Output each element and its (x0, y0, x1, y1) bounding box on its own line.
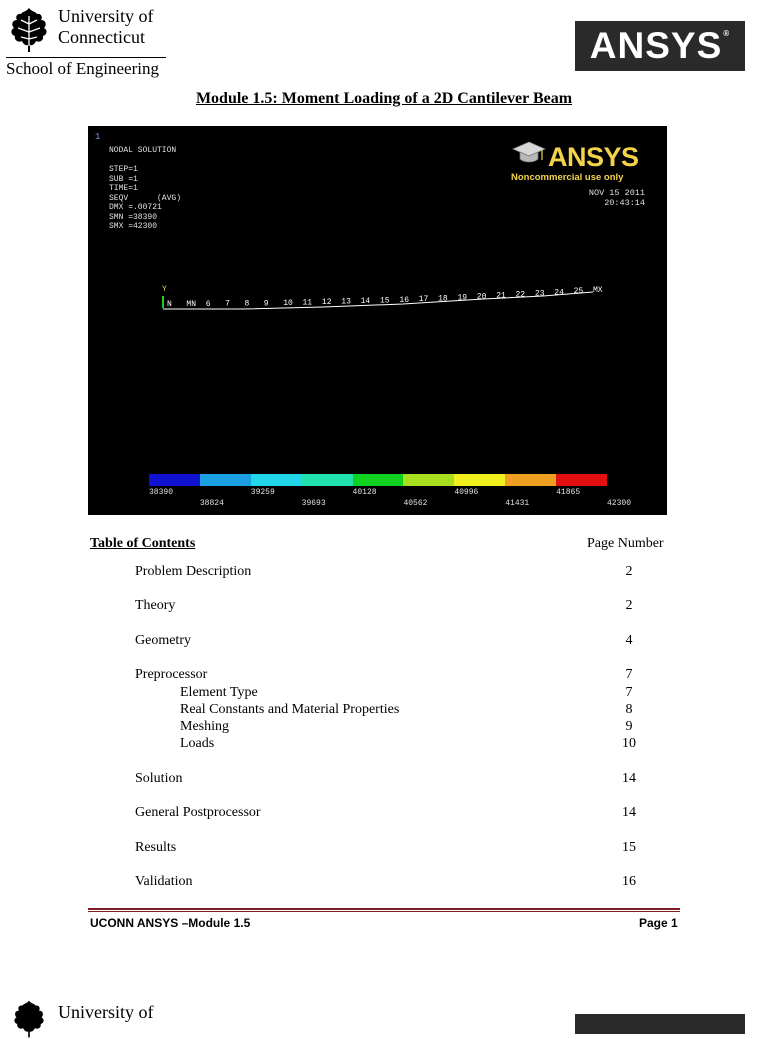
university-name: University of Connecticut (58, 6, 154, 47)
result-line: TIME=1 (109, 184, 138, 193)
footer-rule-thin (88, 911, 680, 912)
node-label: 13 (341, 297, 351, 307)
footer-page: Page 1 (639, 916, 678, 930)
uconn-logo (6, 6, 171, 78)
deformed-beam-plot (93, 282, 662, 322)
result-line: SUB =1 (109, 174, 138, 184)
color-legend-label: 39259 (250, 488, 275, 497)
result-line: STEP=1 (109, 165, 138, 174)
toc-entry-label: Validation (135, 874, 193, 889)
color-legend-swatch (200, 474, 251, 486)
next-page-university-name: University of (58, 1002, 154, 1022)
logo-divider (6, 57, 166, 58)
node-label: 12 (321, 298, 332, 308)
color-legend-label: 41431 (505, 499, 530, 508)
node-label: 23 (534, 289, 545, 299)
node-label: 11 (302, 298, 313, 308)
toc-entry-page: 16 (622, 874, 636, 889)
node-label: N (167, 300, 172, 309)
toc-entry-page: 9 (625, 719, 633, 734)
toc-heading: Table of Contents (90, 536, 196, 551)
toc-entry-page: 7 (625, 685, 633, 700)
y-axis-label: Y (162, 285, 167, 294)
school-name: School of Engineering (6, 59, 159, 78)
result-line (109, 156, 181, 166)
node-label: MX (593, 286, 603, 295)
color-legend-label: 42300 (607, 499, 632, 508)
toc-entry-page: 4 (625, 633, 633, 648)
node-label: 10 (283, 299, 293, 308)
toc-entry-label: Problem Description (135, 564, 252, 579)
node-label: 21 (496, 291, 506, 301)
toc-entry-label: Solution (135, 771, 183, 786)
node-label: 6 (205, 299, 211, 309)
next-page-ansys-logo (575, 1014, 745, 1034)
node-label: 24 (554, 288, 564, 298)
node-label: 15 (380, 296, 390, 306)
toc-entry-label: General Postprocessor (135, 805, 261, 820)
toc-entry-page: 14 (622, 771, 636, 786)
toc-entry-page: 14 (622, 805, 636, 820)
color-legend-label: 40128 (352, 488, 377, 497)
node-label: 19 (457, 293, 468, 303)
graduation-cap-icon (511, 140, 547, 166)
color-legend-swatch (353, 474, 404, 486)
toc-entry-page: 10 (622, 736, 636, 751)
oak-leaf-crest-icon (6, 6, 52, 54)
toc-entry-label: Meshing (180, 719, 229, 734)
node-label: 20 (476, 292, 487, 302)
toc-entry-label: Element Type (180, 685, 258, 700)
toc-entry-page: 8 (625, 702, 633, 717)
result-line: SMN =38390 (109, 212, 158, 222)
timestamp: NOV 15 2011 20:43:14 (588, 188, 645, 208)
node-label: 22 (515, 290, 526, 300)
node-label: 14 (360, 297, 371, 307)
color-legend-label: 41865 (556, 488, 581, 497)
toc-entry-label: Preprocessor (135, 667, 208, 682)
result-line: NODAL SOLUTION (109, 146, 177, 155)
node-label: 7 (225, 299, 230, 309)
color-legend-label: 40562 (403, 499, 428, 508)
toc-page-number-heading: Page Number (587, 536, 664, 551)
toc-entry-page: 2 (625, 564, 633, 579)
color-legend-swatch (454, 474, 505, 486)
color-legend-label: 38390 (149, 488, 174, 497)
watermark-logo: ANSYS (548, 142, 639, 172)
oak-leaf-crest-icon (6, 999, 52, 1039)
footer-module: UCONN ANSYS –Module 1.5 (90, 916, 251, 930)
node-label: 18 (438, 294, 448, 304)
color-legend-swatch (403, 474, 454, 486)
color-legend-swatch (505, 474, 556, 486)
toc-entry-label: Real Constants and Material Properties (180, 702, 400, 717)
result-summary (109, 146, 181, 232)
ansys-logo: ANSYS ® (575, 21, 745, 71)
node-label: 25 (573, 287, 584, 297)
result-line: DMX =.00721 (109, 203, 162, 212)
color-legend-label: 40996 (454, 488, 479, 497)
window-number: 1 (95, 132, 101, 142)
toc-entry-label: Geometry (135, 633, 191, 648)
color-legend-swatch (149, 474, 200, 486)
node-label: 16 (399, 295, 410, 305)
color-legend-bar (149, 474, 609, 486)
color-legend-swatch (556, 474, 607, 486)
footer-rule (88, 908, 680, 910)
toc-entry-label: Loads (180, 736, 215, 751)
toc-entry-page: 15 (622, 840, 636, 855)
toc-entry-page: 2 (625, 598, 633, 613)
node-label: 8 (244, 299, 250, 309)
color-legend-swatch (251, 474, 302, 486)
result-line: SMX =42300 (109, 222, 158, 231)
toc-entry-label: Results (135, 840, 177, 855)
toc-entry-label: Theory (135, 598, 176, 613)
watermark-note: Noncommercial use only (511, 172, 624, 183)
result-line: SEQV (AVG) (109, 193, 182, 203)
color-legend-swatch (302, 474, 353, 486)
color-legend-label: 39693 (301, 499, 326, 508)
document-title: Module 1.5: Moment Loading of a 2D Cantilever Beam (195, 90, 573, 107)
node-labels (167, 286, 603, 309)
node-label: 9 (263, 299, 269, 309)
toc-entry-page: 7 (625, 667, 633, 682)
color-legend-labels (149, 488, 659, 512)
node-label: 17 (418, 295, 429, 305)
node-label: MN (186, 300, 197, 309)
ansys-result-screenshot (88, 126, 667, 515)
color-legend-label: 38824 (199, 499, 224, 508)
